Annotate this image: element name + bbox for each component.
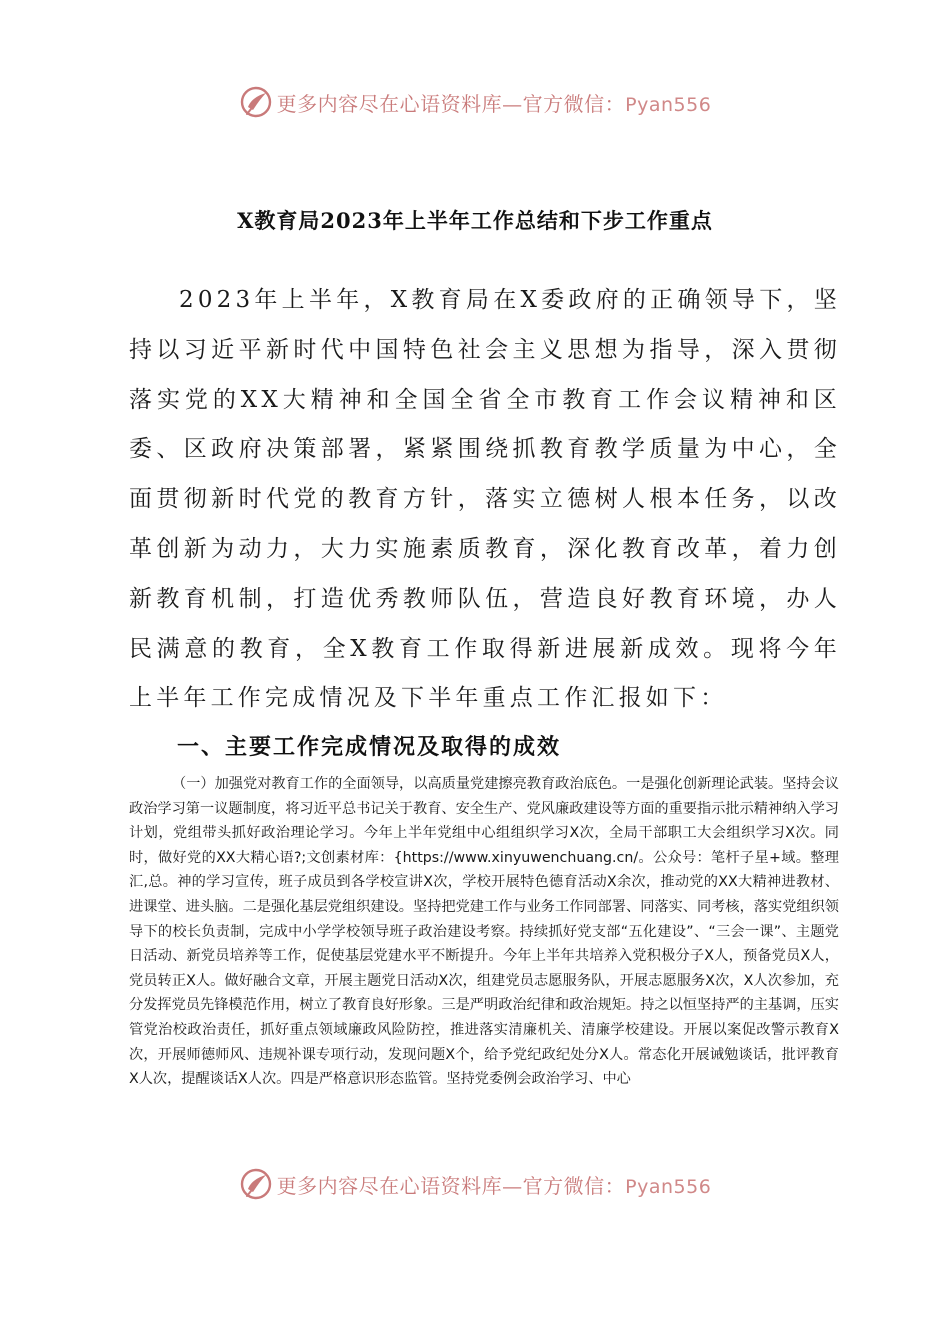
- section-heading: 一、主要工作完成情况及取得的成效: [177, 734, 562, 760]
- document-title: X教育局2023年上半年工作总结和下步工作重点: [237, 208, 713, 233]
- watermark-bottom: [0, 1162, 950, 1206]
- wechat-id: Pyan556: [625, 93, 712, 116]
- watermark-text: 更多内容尽在心语资料库—官方微信：Pyan556: [276, 91, 712, 116]
- wechat-id: Pyan556: [625, 1175, 712, 1198]
- watermark-text: 更多内容尽在心语资料库—官方微信：Pyan556: [276, 1173, 712, 1198]
- intro-paragraph: 2023年上半年，X教育局在X委政府的正确领导下，坚持以习近平新时代中国特色社会主义思想为指导，深入贯彻落实党的XX大精神和全国全省全市教育工作会议精神和区委、区政府决策部署，紧紧围绕抓教育教学质量为中心，全面贯彻新时代党的教育方针，落实立德树人根本任务，以改革创新为动力，大力实施素质教育，深化教育改革，着力创新教育机制，打造优秀教师队伍，营造良好教育环境，办人民满意的教育，全X教育工作取得新进展新成效。现将今年上半年工作完成情况及下半年重点工作汇报如下：: [129, 287, 841, 712]
- logo-icon: [239, 85, 273, 119]
- body-paragraph: （一）加强党对教育工作的全面领导，以高质量党建擦亮教育政治底色。一是强化创新理论武装。坚持会议政治学习第一议题制度，将习近平总书记关于教育、安全生产、党风廉政建设等方面的重要指示批示精神纳入学习计划，党组带头抓好政治理论学习。今年上半年党组中心组组织学习X次，全局干部职工大会组织学习X次。同时，做好党的XX大精心语?;文创素材库：{https://www.xinyuwenchuang.cn/。公众号：笔杆子星+域。整理汇,总。神的学习宣传，班子成员到各学校宣讲X次，学校开展特色德育活动X余次，推动党的XX大精神进教材、进课堂、进头脑。二是强化基层党组织建设。坚持把党建工作与业务工作同部署、同落实、同考核，落实党组织领导下的校长负责制，完成中小学学校领导班子政治建设考察。持续抓好党支部“五化建设”、“三会一课”、主题党日活动、新党员培养等工作，促使基层党建水平不断提升。今年上半年共培养入党积极分子X人，预备党员X人，党员转正X人。做好融合文章，开展主题党日活动X次，组建党员志愿服务队，开展志愿服务X次，X人次参加，充分发挥党员先锋模范作用，树立了教育良好形象。三是严明政治纪律和政治规矩。持之以恒坚持严的主基调，压实管党治校政治责任，抓好重点领域廉政风险防控，推进落实清廉机关、清廉学校建设。开展以案促改警示教育X次，开展师德师风、违规补课专项行动，发现问题X个，给予党纪政纪处分X人。常态化开展诫勉谈话，批评教育X人次，提醒谈话X人次。四是严格意识形态监管。坚持党委例会政治学习、中心: [129, 776, 839, 1088]
- watermark-top: [0, 80, 950, 124]
- logo-icon: [239, 1167, 273, 1201]
